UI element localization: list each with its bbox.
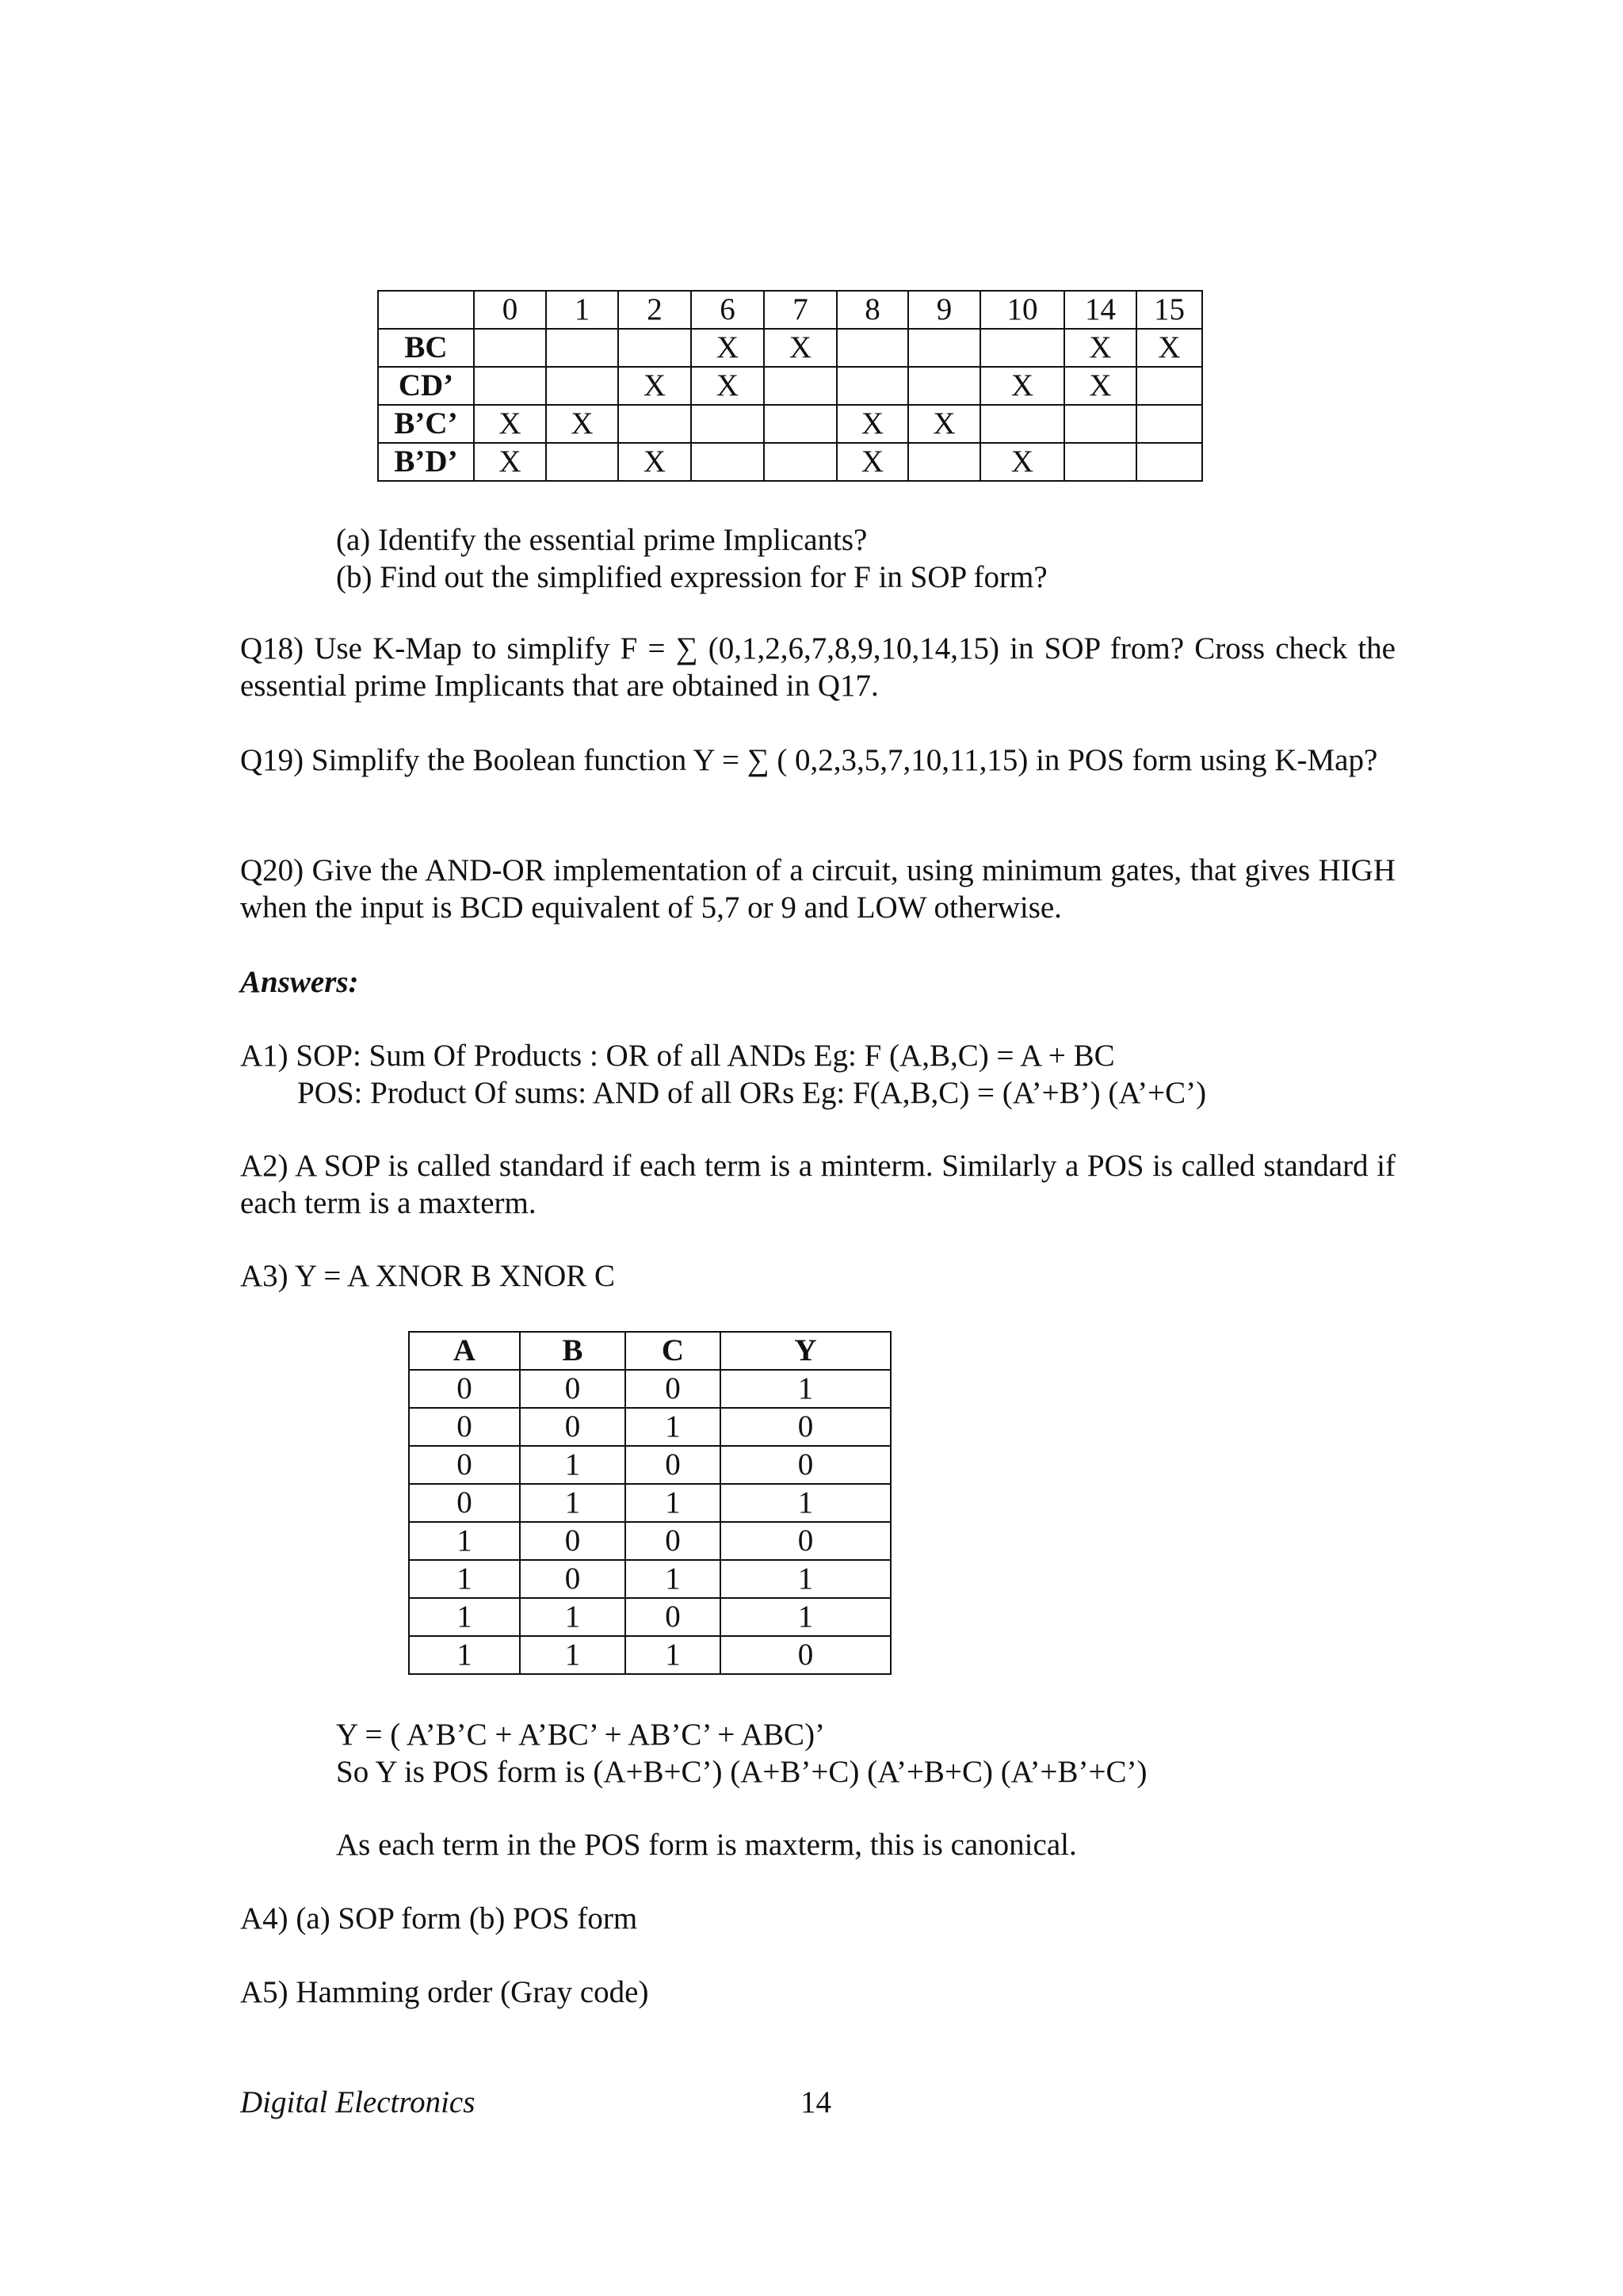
implicant-cell <box>980 405 1064 443</box>
implicant-cell: X <box>618 443 691 481</box>
truth-table-cell: 0 <box>520 1522 625 1560</box>
implicant-cell: X <box>474 405 546 443</box>
truth-table-row <box>409 1522 891 1560</box>
truth-table-cell: 0 <box>625 1598 720 1636</box>
implicant-cell <box>1136 367 1202 405</box>
q17-parts <box>336 521 1048 596</box>
truth-table-cell: 1 <box>720 1598 891 1636</box>
minterm-header: 0 <box>474 291 546 329</box>
truth-table-header: A <box>409 1332 520 1370</box>
truth-table-cell: 0 <box>720 1636 891 1674</box>
implicant-cell: X <box>837 405 908 443</box>
implicant-cell <box>546 329 618 367</box>
implicant-cell <box>691 405 764 443</box>
truth-table-cell: 1 <box>409 1598 520 1636</box>
implicant-cell <box>546 443 618 481</box>
implicant-cell <box>908 443 980 481</box>
truth-table-cell: 1 <box>720 1370 891 1408</box>
implicant-cell <box>980 329 1064 367</box>
truth-table-cell: 1 <box>720 1484 891 1522</box>
footer-title: Digital Electronics <box>240 2085 475 2119</box>
truth-table-cell: 0 <box>720 1446 891 1484</box>
truth-table-cell: 1 <box>625 1408 720 1446</box>
implicant-cell <box>1064 405 1136 443</box>
truth-table-cell: 0 <box>520 1370 625 1408</box>
question-q18: Q18) Use K-Map to simplify F = ∑ (0,1,2,6,7,8,9,10,14,15) in SOP from? Cross check the essential prime Implicants that are obtained in Q17. <box>240 631 1396 703</box>
implicant-cell: X <box>474 443 546 481</box>
truth-table-header-row <box>409 1332 891 1370</box>
truth-table-cell: 1 <box>409 1522 520 1560</box>
truth-table-cell: 0 <box>409 1446 520 1484</box>
implicant-cell <box>764 367 837 405</box>
minterm-header: 10 <box>980 291 1064 329</box>
implicant-row <box>378 443 1202 481</box>
question-q20: Q20) Give the AND-OR implementation of a circuit, using minimum gates, that gives HIGH when the input is BCD equivalent of 5,7 or 9 and LOW otherwise. <box>240 853 1396 925</box>
implicant-cell: X <box>980 367 1064 405</box>
truth-table-cell: 0 <box>520 1408 625 1446</box>
implicant-label: CD’ <box>378 367 474 405</box>
truth-table-row <box>409 1446 891 1484</box>
truth-table-cell: 1 <box>625 1636 720 1674</box>
truth-table-row <box>409 1370 891 1408</box>
implicant-cell <box>764 443 837 481</box>
minterm-header: 6 <box>691 291 764 329</box>
truth-table-cell: 1 <box>625 1484 720 1522</box>
implicant-label: B’D’ <box>378 443 474 481</box>
truth-table-cell: 1 <box>520 1636 625 1674</box>
truth-table-row <box>409 1598 891 1636</box>
truth-table-cell: 1 <box>625 1560 720 1598</box>
implicant-cell: X <box>1136 329 1202 367</box>
answer-a1-pos: POS: Product Of sums: AND of all ORs Eg: F(A,B,C) = (A’+B’) (A’+C’) <box>297 1076 1207 1110</box>
answer-a3-expr-1: Y = ( A’B’C + A’BC’ + AB’C’ + ABC)’ <box>336 1718 826 1752</box>
truth-table-cell: 1 <box>520 1446 625 1484</box>
implicant-cell <box>837 367 908 405</box>
minterm-header: 14 <box>1064 291 1136 329</box>
truth-table-cell: 0 <box>625 1446 720 1484</box>
implicant-header-row <box>378 291 1202 329</box>
implicant-cell <box>618 405 691 443</box>
implicant-cell: X <box>1064 367 1136 405</box>
question-q19: Q19) Simplify the Boolean function Y = ∑ ( 0,2,3,5,7,10,11,15) in POS form using K-Map? <box>240 743 1378 777</box>
implicant-cell: X <box>980 443 1064 481</box>
truth-table-row <box>409 1636 891 1674</box>
implicant-cell <box>1136 405 1202 443</box>
answer-a1-sop: A1) SOP: Sum Of Products : OR of all ANDs Eg: F (A,B,C) = A + BC <box>240 1039 1115 1073</box>
truth-table-cell: 0 <box>625 1522 720 1560</box>
truth-table-cell: 1 <box>720 1560 891 1598</box>
implicant-cell <box>837 329 908 367</box>
truth-table-header: C <box>625 1332 720 1370</box>
implicant-cell <box>618 329 691 367</box>
implicant-corner-cell <box>378 291 474 329</box>
implicant-row <box>378 329 1202 367</box>
implicant-cell <box>908 367 980 405</box>
answer-a2: A2) A SOP is called standard if each term is a minterm. Similarly a POS is called standard if each term is a maxterm. <box>240 1149 1396 1220</box>
truth-table-header: B <box>520 1332 625 1370</box>
answers-heading: Answers: <box>240 965 359 999</box>
implicant-row <box>378 405 1202 443</box>
implicant-label: BC <box>378 329 474 367</box>
implicant-cell: X <box>837 443 908 481</box>
answer-a5: A5) Hamming order (Gray code) <box>240 1975 649 2009</box>
implicant-cell <box>691 443 764 481</box>
implicant-cell: X <box>691 367 764 405</box>
implicant-cell <box>764 405 837 443</box>
minterm-header: 2 <box>618 291 691 329</box>
implicant-cell: X <box>764 329 837 367</box>
implicant-cell <box>1136 443 1202 481</box>
truth-table-cell: 1 <box>409 1636 520 1674</box>
truth-table-cell: 1 <box>520 1598 625 1636</box>
minterm-header: 1 <box>546 291 618 329</box>
q17-part-b: (b) Find out the simplified expression for F in SOP form? <box>336 560 1048 594</box>
implicant-cell: X <box>546 405 618 443</box>
truth-table-cell: 0 <box>625 1370 720 1408</box>
truth-table-cell: 0 <box>409 1370 520 1408</box>
implicant-cell <box>474 329 546 367</box>
truth-table-cell: 0 <box>520 1560 625 1598</box>
implicant-cell: X <box>691 329 764 367</box>
q17-part-a: (a) Identify the essential prime Implicants? <box>336 523 868 557</box>
truth-table-row <box>409 1484 891 1522</box>
truth-table-row <box>409 1560 891 1598</box>
answer-a3: A3) Y = A XNOR B XNOR C <box>240 1259 616 1293</box>
truth-table-cell: 0 <box>409 1408 520 1446</box>
implicant-cell: X <box>618 367 691 405</box>
implicant-cell <box>546 367 618 405</box>
implicant-cell: X <box>1064 329 1136 367</box>
answer-a3-note: As each term in the POS form is maxterm, this is canonical. <box>336 1828 1077 1862</box>
truth-table-cell: 0 <box>409 1484 520 1522</box>
implicant-row <box>378 367 1202 405</box>
answer-a1 <box>240 1037 1206 1112</box>
truth-table <box>408 1331 892 1675</box>
truth-table-cell: 0 <box>720 1408 891 1446</box>
implicant-cell <box>474 367 546 405</box>
minterm-header: 9 <box>908 291 980 329</box>
implicant-cell: X <box>908 405 980 443</box>
implicant-cell <box>1064 443 1136 481</box>
truth-table-cell: 1 <box>409 1560 520 1598</box>
answer-a3-expr-2: So Y is POS form is (A+B+C’) (A+B’+C) (A’+B+C) (A’+B’+C’) <box>336 1755 1148 1789</box>
minterm-header: 7 <box>764 291 837 329</box>
page-number: 14 <box>800 2085 831 2119</box>
truth-table-row <box>409 1408 891 1446</box>
truth-table-header: Y <box>720 1332 891 1370</box>
answer-a4: A4) (a) SOP form (b) POS form <box>240 1901 638 1936</box>
truth-table-cell: 0 <box>720 1522 891 1560</box>
truth-table-cell: 1 <box>520 1484 625 1522</box>
answer-a3-expressions <box>336 1716 1147 1791</box>
implicant-label: B’C’ <box>378 405 474 443</box>
implicant-cell <box>908 329 980 367</box>
minterm-header: 15 <box>1136 291 1202 329</box>
minterm-header: 8 <box>837 291 908 329</box>
prime-implicant-table <box>377 290 1203 482</box>
